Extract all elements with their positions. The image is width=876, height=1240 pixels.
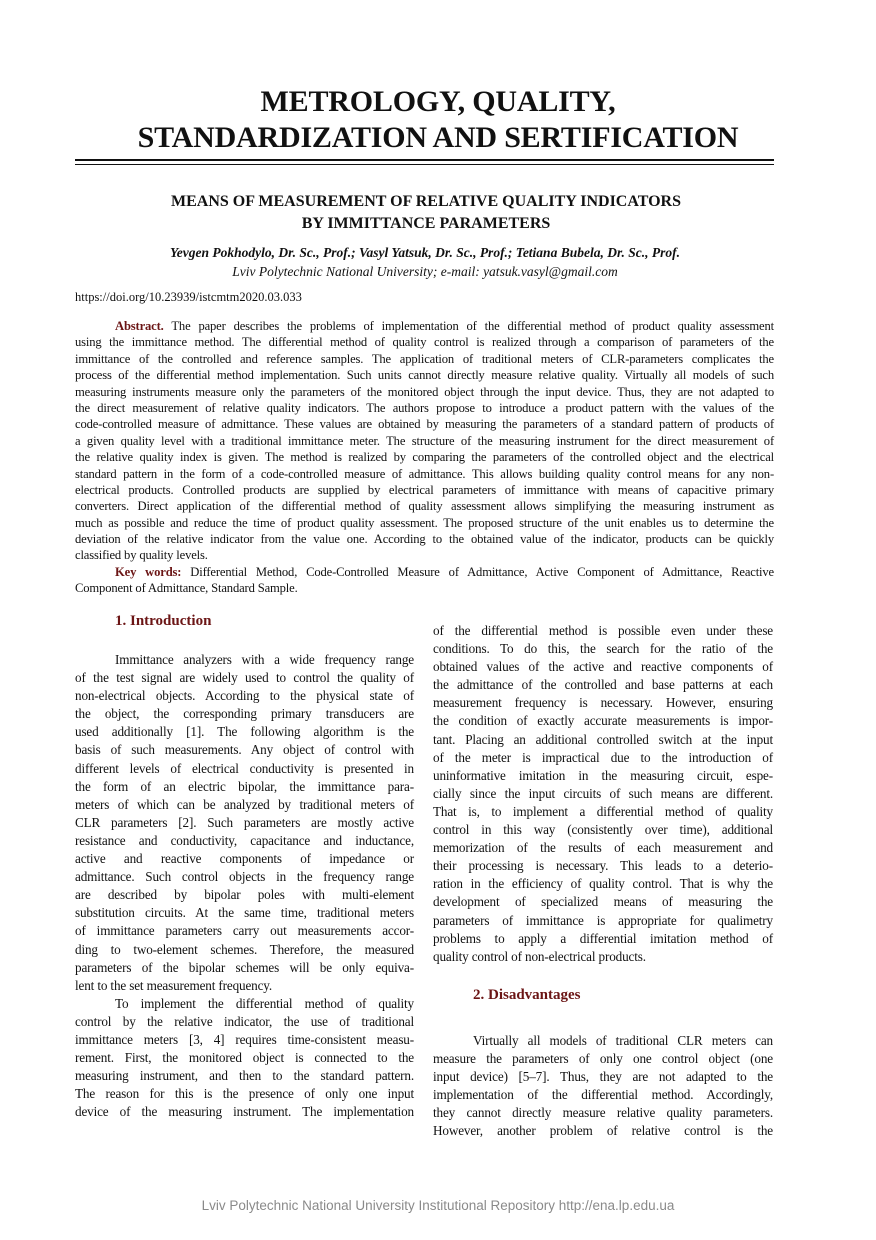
- paragraph-line: the admittance of the controlled and base patterns at each: [433, 677, 773, 693]
- paragraph-line: The reason for this is the presence of only one input: [75, 1086, 414, 1102]
- paragraph-line: of the meter is impractical due to the introduction of: [433, 749, 773, 765]
- paragraph-line: control in this way (consistently over time), additional: [433, 822, 773, 838]
- paragraph-line: ding to two-element schemes. Therefore, the measured: [75, 941, 414, 957]
- abstract-line: process of the differential method implementation. Such units cannot directly measure relative quality. Virtually all models of such: [75, 368, 774, 383]
- divider: [75, 164, 774, 165]
- divider: [75, 159, 774, 161]
- paragraph-line: are described by bipolar poles with multi-element: [75, 887, 414, 903]
- paragraph-line: input device) [5–7]. Thus, they are not adapted to the: [433, 1068, 773, 1084]
- paragraph-line: their processing is necessary. This leads to a deterio-: [433, 858, 773, 874]
- abstract-line: immittance of the controlled and reference samples. The application of traditional meters of CLR-parameters complicates the: [75, 351, 774, 366]
- paragraph-line: cially since the input circuits of such means are different.: [433, 785, 773, 801]
- paragraph-line: implementation of the differential method. Accordingly,: [433, 1087, 773, 1103]
- doi-link[interactable]: https://doi.org/10.23939/istcmtm2020.03.033: [75, 290, 302, 304]
- paragraph-line: substitution circuits. At the same time, traditional meters: [75, 905, 414, 921]
- paragraph-line: To implement the differential method of quality: [115, 995, 414, 1011]
- paragraph-line: non-electrical objects. According to the physical state of: [75, 688, 414, 704]
- paragraph-line: measurement frequency is necessary. However, ensuring: [433, 695, 773, 711]
- section-heading-introduction: 1. Introduction: [115, 613, 212, 629]
- paper-title: [0, 191, 852, 235]
- abstract-line: standard pattern in the form of a code-controlled measure of admittance. This allows building quality control means for any non-: [75, 466, 774, 481]
- paragraph-line: Immittance analyzers with a wide frequency range: [115, 652, 414, 667]
- paper-title-line: BY IMMITTANCE PARAMETERS: [301, 215, 551, 232]
- abstract-line: the direct measurement of relative quality indicators. The authors propose to introduce a product pattern with the values of the: [75, 400, 774, 415]
- abstract-label: Abstract.: [115, 319, 164, 333]
- paragraph-line: device of the measuring instrument. The implementation: [75, 1104, 414, 1120]
- paragraph-line: immittance meters [3, 4] requires time-consistent measu-: [75, 1031, 414, 1047]
- abstract-line: [75, 318, 774, 334]
- paragraph-line: measuring instrument, and then to the standard pattern.: [75, 1068, 414, 1084]
- paragraph-line: conditions. To do this, the search for the ratio of the: [433, 641, 773, 657]
- abstract-text: The paper describes the problems of implementation of the differential method of product quality assessment: [163, 319, 774, 333]
- paragraph-line: basis of such measurements. Any object of control with: [75, 742, 414, 758]
- paragraph-line: the condition of exactly accurate measurements is impor-: [433, 713, 773, 729]
- paragraph-line: rement. First, the monitored object is connected to the: [75, 1050, 414, 1066]
- journal-title-line: METROLOGY, QUALITY,: [260, 85, 616, 118]
- keywords-line: [75, 564, 774, 580]
- abstract-line: code-controlled measure of admittance. These values are obtained by measuring the parameters of a standard pattern of products of: [75, 417, 774, 432]
- paragraph-line: lent to the set measurement frequency.: [75, 977, 273, 993]
- section-heading-disadvantages: 2. Disadvantages: [473, 987, 581, 1003]
- paragraph-line: the object, the corresponding primary transducers are: [75, 706, 414, 722]
- paragraph-line: CLR parameters [2]. Such parameters are mostly active: [75, 814, 414, 830]
- paragraph-line: admittance. Such control objects in the frequency range: [75, 869, 414, 885]
- paragraph-line: That is, to implement a differential method of quality: [433, 803, 773, 819]
- paragraph-line: of the test signal are widely used to control the quality of: [75, 670, 414, 686]
- abstract: [75, 318, 774, 597]
- paragraph-line: active and reactive components of impedance or: [75, 851, 414, 867]
- abstract-line: deviation of the relative indicator from the value one. According to the obtained value of the indicator, products can be quickly: [75, 532, 774, 547]
- keywords-label: Key words:: [115, 564, 182, 579]
- paragraph-line: memorization of the results of each measurement and: [433, 840, 773, 856]
- journal-title-line: STANDARDIZATION AND SERTIFICATION: [137, 121, 739, 154]
- paragraph-line: However, another problem of relative control is the: [433, 1123, 773, 1139]
- paragraph-line: ration in the efficiency of quality control. That is why the: [433, 876, 773, 892]
- paragraph-line: parameters of the bipolar schemes will be only equiva-: [75, 959, 414, 975]
- column-left: [75, 651, 414, 1121]
- abstract-line: much as possible and reduce the time of product quality assessment. The proposed structure of the unit enables us to determine the: [75, 515, 774, 530]
- abstract-line: converters. Direct application of the differential method of quality assessment allows simplifying the measuring instrument as: [75, 499, 774, 514]
- paragraph-line: quality control of non-electrical products.: [433, 948, 646, 964]
- paragraph-line: used additionally [1]. The following algorithm is the: [75, 724, 414, 740]
- paragraph-line: control by the relative indicator, the use of traditional: [75, 1013, 414, 1029]
- paragraph-line: the form of an electric bipolar, the immittance para-: [75, 778, 414, 794]
- abstract-line: using the immittance method. The differential method of quality control is realized through a comparison of parameters of the: [75, 335, 774, 350]
- abstract-line: the relative quality index is given. The method is realized by comparing the parameters of the controlled object and the electrical: [75, 450, 774, 465]
- paragraph-line: obtained values of the active and reactive components of: [433, 659, 773, 675]
- paragraph-line: different levels of electrical conductivity is presented in: [75, 760, 414, 776]
- paragraph-line: problems to apply a differential imitation method of: [433, 930, 773, 946]
- paper-title-line: MEANS OF MEASUREMENT OF RELATIVE QUALITY INDICATORS: [171, 193, 681, 210]
- abstract-line: a given quality level with a traditional immittance meter. The structure of the measuring instrument for the direct measurement of: [75, 433, 774, 448]
- journal-section-title: [0, 84, 876, 156]
- paragraph-line: of the differential method is possible even under these: [433, 623, 773, 638]
- abstract-line: classified by quality levels.: [75, 548, 208, 563]
- abstract-line: electrical products. Controlled products are supplied by electrical parameters of immittance with means of capacitive primary: [75, 482, 774, 497]
- keywords-line: Component of Admittance, Standard Sample.: [75, 581, 298, 596]
- keywords-text: Differential Method, Code-Controlled Measure of Admittance, Active Component of Admittance, Reactive: [181, 564, 774, 579]
- paragraph-line: they cannot directly measure relative quality parameters.: [433, 1105, 773, 1121]
- paragraph-line: development of specialized means of measuring the: [433, 894, 773, 910]
- authors: Yevgen Pokhodylo, Dr. Sc., Prof.; Vasyl Yatsuk, Dr. Sc., Prof.; Tetiana Bubela, Dr. Sc., Prof.: [170, 245, 680, 260]
- paragraph-line: of immittance parameters carry out measurements accor-: [75, 923, 414, 939]
- paragraph-line: measure the parameters of only one control object (one: [433, 1050, 773, 1066]
- affiliation: Lviv Polytechnic National University; e-mail: yatsuk.vasyl@gmail.com: [232, 264, 618, 279]
- paragraph-line: parameters of immittance is appropriate for qualimetry: [433, 912, 773, 928]
- repository-footer: Lviv Polytechnic National University Institutional Repository http://ena.lp.edu.ua: [201, 1198, 675, 1213]
- paragraph-line: uninformative imitation in the measuring circuit, espe-: [433, 767, 773, 783]
- paragraph-line: Virtually all models of traditional CLR meters can: [473, 1032, 773, 1048]
- paragraph-line: resistance and conductivity, capacitance and inductance,: [75, 832, 414, 848]
- column-right: [433, 622, 773, 1140]
- paragraph-line: tant. Placing an additional controlled switch at the input: [433, 731, 773, 747]
- paragraph-line: meters of which can be analyzed by traditional meters of: [75, 796, 414, 812]
- abstract-line: measuring instruments measure only the parameters of the monitored object through the input device. Thus, they are not adapted to: [75, 384, 774, 399]
